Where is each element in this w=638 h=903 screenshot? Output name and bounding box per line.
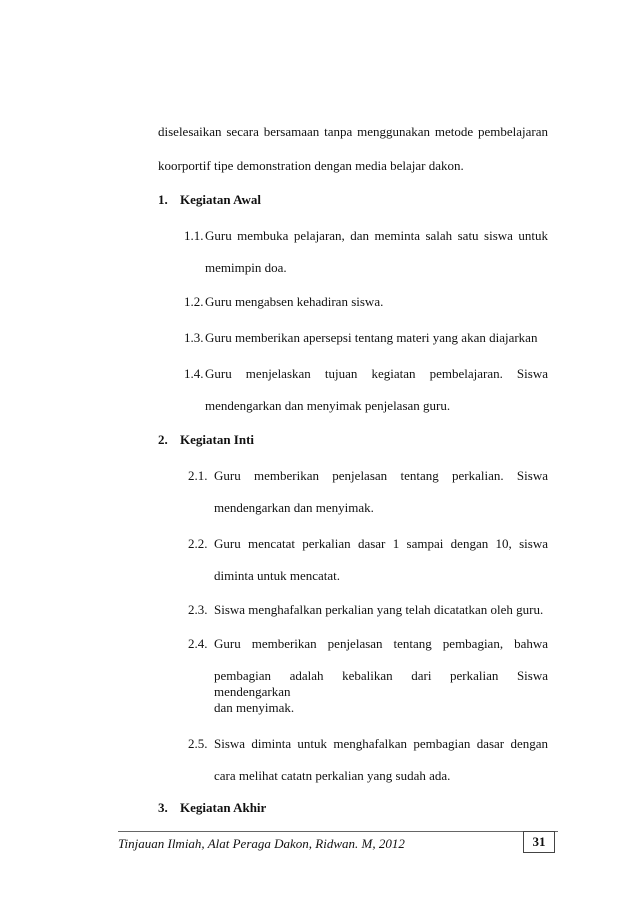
item-text: Siswa diminta untuk menghafalkan pembagian dasar dengan — [214, 736, 548, 751]
item-number: 2.5. — [188, 736, 208, 751]
item-text: dan menyimak. — [214, 700, 295, 715]
section-title: Kegiatan Inti — [180, 432, 255, 447]
item-number: 1.2. — [184, 294, 204, 309]
item-number: 1.1. — [184, 228, 204, 243]
section-number: 2. — [158, 432, 168, 447]
item-text: pembagian adalah kebalikan dari perkalian Siswa mendengarkan — [214, 668, 548, 699]
item-number: 1.3. — [184, 330, 204, 345]
item-text: Guru membuka pelajaran, dan meminta salah satu siswa untuk — [205, 228, 548, 243]
paragraph-line: diselesaikan secara bersamaan tanpa menggunakan metode pembelajaran — [158, 124, 548, 139]
item-text: memimpin doa. — [205, 260, 287, 275]
item-text: diminta untuk mencatat. — [214, 568, 340, 583]
section-title: Kegiatan Akhir — [180, 800, 267, 815]
item-text: Siswa menghafalkan perkalian yang telah dicatatkan oleh guru. — [214, 602, 544, 617]
item-text: Guru memberikan penjelasan tentang pembagian, bahwa — [214, 636, 548, 651]
item-number: 2.1. — [188, 468, 208, 483]
footer-citation: Tinjauan Ilmiah, Alat Peraga Dakon, Ridwan. M, 2012 — [118, 836, 405, 851]
item-text: mendengarkan dan menyimak. — [214, 500, 374, 515]
item-text: mendengarkan dan menyimak penjelasan guru. — [205, 398, 451, 413]
item-text: cara melihat catatn perkalian yang sudah ada. — [214, 768, 451, 783]
paragraph-line: koorportif tipe demonstration dengan media belajar dakon. — [158, 158, 464, 173]
item-text: Guru memberikan penjelasan tentang perkalian. Siswa — [214, 468, 548, 483]
section-number: 3. — [158, 800, 168, 815]
item-text: Guru menjelaskan tujuan kegiatan pembelajaran. Siswa — [205, 366, 548, 381]
item-number: 2.3. — [188, 602, 208, 617]
section-title: Kegiatan Awal — [180, 192, 262, 207]
item-text: Guru memberikan apersepsi tentang materi yang akan diajarkan — [205, 330, 538, 345]
item-text: Guru mencatat perkalian dasar 1 sampai dengan 10, siswa — [214, 536, 548, 551]
footer-divider — [118, 831, 558, 832]
section-number: 1. — [158, 192, 168, 207]
item-text: Guru mengabsen kehadiran siswa. — [205, 294, 384, 309]
item-number: 1.4. — [184, 366, 204, 381]
page-number: 31 — [523, 831, 555, 853]
item-number: 2.2. — [188, 536, 208, 551]
item-number: 2.4. — [188, 636, 208, 651]
